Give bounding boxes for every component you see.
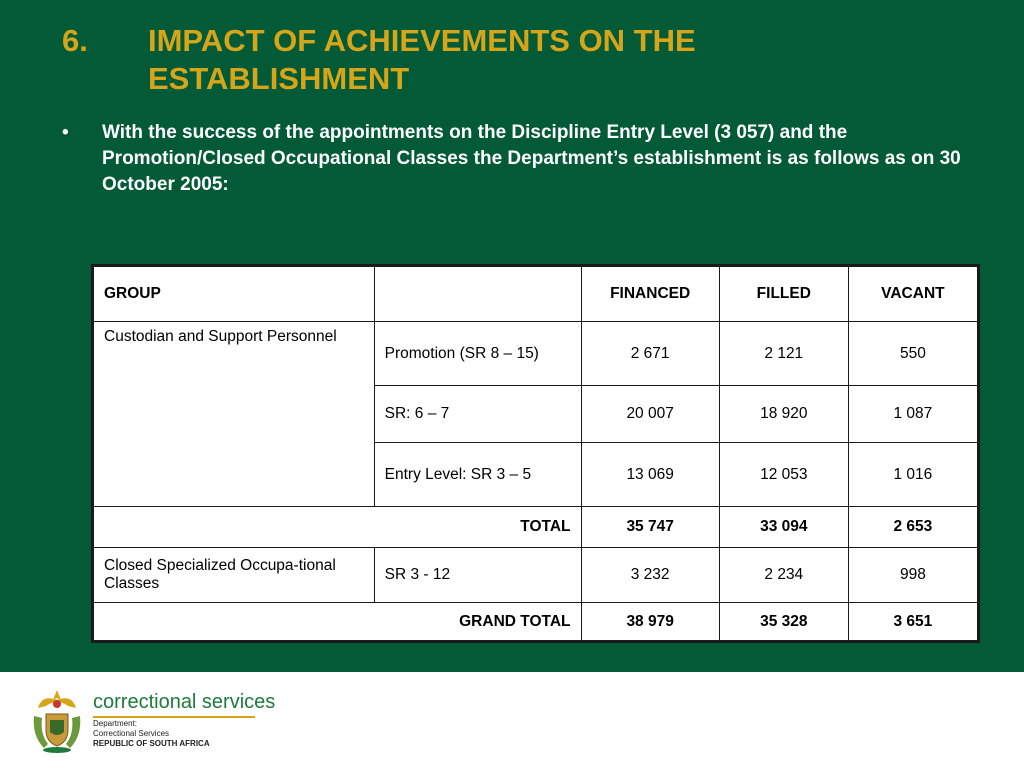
total-filled: 33 094 <box>719 507 848 548</box>
table-row <box>93 322 979 386</box>
grand-total-financed: 38 979 <box>581 603 719 642</box>
row-financed: 2 671 <box>581 322 719 386</box>
total-label: TOTAL <box>93 507 582 548</box>
row-level: SR 3 - 12 <box>374 548 581 603</box>
bullet-text: With the success of the appointments on the Discipline Entry Level (3 057) and the Promotion/Closed Occupational Classes the Department’s establishment is as follows as on 30 October 2005: <box>102 122 961 195</box>
dept-line-3: REPUBLIC OF SOUTH AFRICA <box>93 739 210 748</box>
row-level: Promotion (SR 8 – 15) <box>374 322 581 386</box>
row-filled: 2 121 <box>719 322 848 386</box>
row-financed: 13 069 <box>581 443 719 507</box>
grand-total-vacant: 3 651 <box>848 603 978 642</box>
row-level: SR: 6 – 7 <box>374 386 581 443</box>
grand-total-row <box>93 603 979 642</box>
row-filled: 2 234 <box>719 548 848 603</box>
row-financed: 3 232 <box>581 548 719 603</box>
table-header-row <box>93 266 979 322</box>
brand-divider <box>93 716 255 718</box>
header-vacant: VACANT <box>848 266 978 322</box>
bullet-icon: • <box>62 122 69 143</box>
title-text: IMPACT OF ACHIEVEMENTS ON THE ESTABLISHMENT <box>148 23 696 96</box>
row-filled: 18 920 <box>719 386 848 443</box>
grand-total-label: GRAND TOTAL <box>93 603 582 642</box>
row-vacant: 998 <box>848 548 978 603</box>
header-filled: FILLED <box>719 266 848 322</box>
title-number: 6. <box>62 23 88 58</box>
total-vacant: 2 653 <box>848 507 978 548</box>
grand-total-filled: 35 328 <box>719 603 848 642</box>
header-group: GROUP <box>93 266 375 322</box>
coat-of-arms-icon <box>30 686 84 759</box>
department-block <box>93 719 210 749</box>
brand-name: correctional services <box>93 691 276 713</box>
row-financed: 20 007 <box>581 386 719 443</box>
header-financed: FINANCED <box>581 266 719 322</box>
row-level: Entry Level: SR 3 – 5 <box>374 443 581 507</box>
establishment-table <box>91 264 980 643</box>
total-row <box>93 507 979 548</box>
group-closed-specialized: Closed Specialized Occupa-tional Classes <box>93 548 375 603</box>
dept-line-1: Department: <box>93 719 138 728</box>
dept-line-2: Correctional Services <box>93 729 170 738</box>
header-sub <box>374 266 581 322</box>
row-vacant: 550 <box>848 322 978 386</box>
row-vacant: 1 016 <box>848 443 978 507</box>
total-financed: 35 747 <box>581 507 719 548</box>
row-filled: 12 053 <box>719 443 848 507</box>
group-custodian: Custodian and Support Personnel <box>93 322 375 507</box>
row-vacant: 1 087 <box>848 386 978 443</box>
table-row <box>93 548 979 603</box>
